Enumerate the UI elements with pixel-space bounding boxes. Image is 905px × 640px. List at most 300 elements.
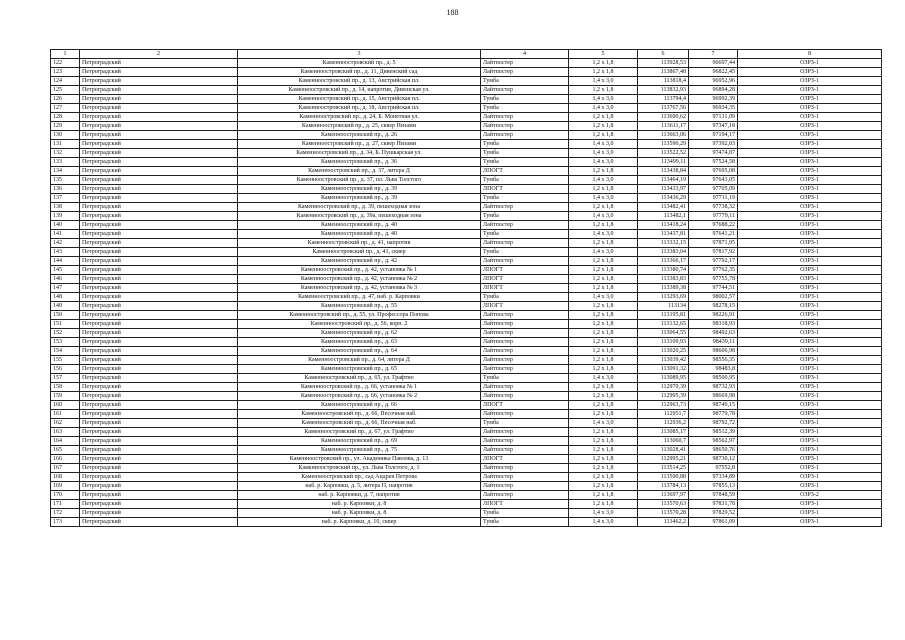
- coordinate-y-cell: 98439,11: [689, 338, 738, 347]
- coordinate-y-cell: 97855,13: [689, 482, 738, 491]
- row-number-cell: 153: [51, 338, 80, 347]
- column-number-row: [51, 50, 882, 59]
- table-row: [51, 365, 882, 374]
- coordinate-x-cell: 113928,53: [638, 59, 689, 68]
- zone-cell: ОЗРЗ-1: [738, 266, 882, 275]
- size-cell: 1,4 x 3,0: [569, 194, 638, 203]
- coordinate-x-cell: 113028,41: [638, 446, 689, 455]
- district-cell: Петроградский: [80, 356, 238, 365]
- zone-cell: ОЗРЗ-1: [738, 356, 882, 365]
- structure-type-cell: Тумба: [481, 140, 569, 149]
- structure-type-cell: Лайтпостер: [481, 482, 569, 491]
- district-cell: Петроградский: [80, 212, 238, 221]
- district-cell: Петроградский: [80, 374, 238, 383]
- district-cell: Петроградский: [80, 518, 238, 527]
- structure-type-cell: ЛПОГТ: [481, 266, 569, 275]
- coordinate-y-cell: 97744,51: [689, 284, 738, 293]
- address-cell: Каменноостровский пр., д. 66, установка № 2: [238, 392, 481, 401]
- coordinate-y-cell: 96934,35: [689, 104, 738, 113]
- address-cell: Каменноостровский пр., д. 34, Б. Пушкарская ул.: [238, 149, 481, 158]
- coordinate-y-cell: 97861,09: [689, 518, 738, 527]
- table-row: [51, 257, 882, 266]
- size-cell: 1,4 x 3,0: [569, 212, 638, 221]
- coordinate-y-cell: 98278,15: [689, 302, 738, 311]
- size-cell: 1,2 x 1,8: [569, 239, 638, 248]
- coordinate-y-cell: 96697,44: [689, 59, 738, 68]
- coordinate-y-cell: 98318,93: [689, 320, 738, 329]
- coordinate-x-cell: 113060,7: [638, 437, 689, 446]
- row-number-cell: 148: [51, 293, 80, 302]
- table-row: [51, 284, 882, 293]
- table-row: [51, 140, 882, 149]
- district-cell: Петроградский: [80, 401, 238, 410]
- structure-type-cell: Лайтпостер: [481, 320, 569, 329]
- zone-cell: ОЗРЗ-1: [738, 338, 882, 347]
- address-cell: Каменноостровский пр., д. 64, литера Д: [238, 356, 481, 365]
- row-number-cell: 145: [51, 266, 80, 275]
- size-cell: 1,2 x 1,8: [569, 59, 638, 68]
- structure-type-cell: Тумба: [481, 158, 569, 167]
- row-number-cell: 164: [51, 437, 80, 446]
- district-cell: Петроградский: [80, 95, 238, 104]
- column-header: 3: [238, 50, 481, 59]
- row-number-cell: 143: [51, 248, 80, 257]
- table-row: [51, 464, 882, 473]
- table-row: [51, 266, 882, 275]
- size-cell: 1,2 x 1,8: [569, 311, 638, 320]
- size-cell: 1,2 x 1,8: [569, 446, 638, 455]
- address-cell: Каменноостровский пр., д. 65: [238, 365, 481, 374]
- table-row: [51, 455, 882, 464]
- coordinate-y-cell: 97474,87: [689, 149, 738, 158]
- row-number-cell: 173: [51, 518, 80, 527]
- district-cell: Петроградский: [80, 320, 238, 329]
- address-cell: Каменноостровский пр., д. 42, установка № 1: [238, 266, 481, 275]
- coordinate-x-cell: 113590,88: [638, 473, 689, 482]
- coordinate-x-cell: 113570,63: [638, 500, 689, 509]
- zone-cell: ОЗРЗ-1: [738, 419, 882, 428]
- coordinate-x-cell: 112963,73: [638, 401, 689, 410]
- zone-cell: ОЗРЗ-1: [738, 158, 882, 167]
- table-row: [51, 59, 882, 68]
- district-cell: Петроградский: [80, 104, 238, 113]
- district-cell: Петроградский: [80, 464, 238, 473]
- address-cell: Каменноостровский пр., д. 42: [238, 257, 481, 266]
- address-cell: Каменноостровский пр., д. 25, сквер Низами: [238, 122, 481, 131]
- district-cell: Петроградский: [80, 266, 238, 275]
- row-number-cell: 149: [51, 302, 80, 311]
- coordinate-x-cell: 113611,17: [638, 122, 689, 131]
- structure-type-cell: Лайтпостер: [481, 122, 569, 131]
- row-number-cell: 124: [51, 77, 80, 86]
- zone-cell: ОЗРЗ-1: [738, 428, 882, 437]
- zone-cell: ОЗРЗ-2: [738, 491, 882, 500]
- zone-cell: ОЗРЗ-1: [738, 149, 882, 158]
- zone-cell: ОЗРЗ-1: [738, 311, 882, 320]
- size-cell: 1,2 x 1,8: [569, 275, 638, 284]
- table-row: [51, 203, 882, 212]
- size-cell: 1,4 x 3,0: [569, 374, 638, 383]
- coordinate-x-cell: 113690,62: [638, 113, 689, 122]
- row-number-cell: 154: [51, 347, 80, 356]
- table-row: [51, 491, 882, 500]
- address-cell: Каменноостровский пр., д. 39: [238, 194, 481, 203]
- table-row: [51, 518, 882, 527]
- coordinate-x-cell: 113418,24: [638, 221, 689, 230]
- coordinate-y-cell: 97871,95: [689, 239, 738, 248]
- address-cell: Каменноостровский пр., д. 42, установка № 3: [238, 284, 481, 293]
- row-number-cell: 165: [51, 446, 80, 455]
- table-row: [51, 473, 882, 482]
- table-row: [51, 374, 882, 383]
- district-cell: Петроградский: [80, 293, 238, 302]
- coordinate-x-cell: 113462,2: [638, 518, 689, 527]
- table-row: [51, 221, 882, 230]
- structure-type-cell: ЛПОГТ: [481, 275, 569, 284]
- zone-cell: ОЗРЗ-1: [738, 95, 882, 104]
- table-row: [51, 320, 882, 329]
- zone-cell: ОЗРЗ-1: [738, 284, 882, 293]
- zone-cell: ОЗРЗ-1: [738, 221, 882, 230]
- district-cell: Петроградский: [80, 239, 238, 248]
- coordinate-y-cell: 97848,59: [689, 491, 738, 500]
- coordinate-y-cell: 98650,76: [689, 446, 738, 455]
- table-row: [51, 122, 882, 131]
- row-number-cell: 135: [51, 176, 80, 185]
- structure-type-cell: ЛПОГТ: [481, 167, 569, 176]
- coordinate-x-cell: 113514,25: [638, 464, 689, 473]
- district-cell: Петроградский: [80, 410, 238, 419]
- district-cell: Петроградский: [80, 509, 238, 518]
- row-number-cell: 139: [51, 212, 80, 221]
- district-cell: Петроградский: [80, 158, 238, 167]
- address-cell: Каменноостровский пр., д. 14, напротив, Дивенская ул.: [238, 86, 481, 95]
- zone-cell: ОЗРЗ-1: [738, 320, 882, 329]
- zone-cell: ОЗРЗ-1: [738, 293, 882, 302]
- row-number-cell: 122: [51, 59, 80, 68]
- structure-type-cell: Лайтпостер: [481, 383, 569, 392]
- size-cell: 1,4 x 3,0: [569, 140, 638, 149]
- zone-cell: ОЗРЗ-1: [738, 473, 882, 482]
- coordinate-x-cell: 113818,4: [638, 77, 689, 86]
- table-row: [51, 311, 882, 320]
- zone-cell: ОЗРЗ-1: [738, 518, 882, 527]
- district-cell: Петроградский: [80, 122, 238, 131]
- row-number-cell: 163: [51, 428, 80, 437]
- coordinate-y-cell: 98749,15: [689, 401, 738, 410]
- row-number-cell: 144: [51, 257, 80, 266]
- coordinate-y-cell: 97755,78: [689, 275, 738, 284]
- coordinate-y-cell: 97831,78: [689, 500, 738, 509]
- address-cell: Каменноостровский пр., ул. Академика Павлова, д. 13: [238, 455, 481, 464]
- coordinate-y-cell: 96952,96: [689, 77, 738, 86]
- structure-type-cell: Лайтпостер: [481, 365, 569, 374]
- table-row: [51, 401, 882, 410]
- district-cell: Петроградский: [80, 176, 238, 185]
- row-number-cell: 172: [51, 509, 80, 518]
- district-cell: Петроградский: [80, 140, 238, 149]
- address-cell: Каменноостровский пр., д. 41, напротив: [238, 239, 481, 248]
- district-cell: Петроградский: [80, 275, 238, 284]
- address-cell: Каменноостровский пр., д. 55: [238, 302, 481, 311]
- address-cell: Каменноостровский пр., д. 42, установка № 2: [238, 275, 481, 284]
- coordinate-y-cell: 98669,98: [689, 392, 738, 401]
- structure-type-cell: Лайтпостер: [481, 257, 569, 266]
- size-cell: 1,2 x 1,8: [569, 86, 638, 95]
- district-cell: Петроградский: [80, 86, 238, 95]
- structure-type-cell: Лайтпостер: [481, 446, 569, 455]
- coordinate-y-cell: 97643,05: [689, 176, 738, 185]
- coordinate-x-cell: 113767,56: [638, 104, 689, 113]
- coordinate-x-cell: 113697,97: [638, 491, 689, 500]
- size-cell: 1,2 x 1,8: [569, 401, 638, 410]
- coordinate-x-cell: 113085,17: [638, 428, 689, 437]
- coordinate-y-cell: 98556,35: [689, 356, 738, 365]
- address-cell: Каменноостровский пр., д. 56, корп. 2: [238, 320, 481, 329]
- size-cell: 1,2 x 1,8: [569, 302, 638, 311]
- table-row: [51, 329, 882, 338]
- zone-cell: ОЗРЗ-1: [738, 77, 882, 86]
- coordinate-x-cell: 113195,81: [638, 311, 689, 320]
- size-cell: 1,4 x 3,0: [569, 230, 638, 239]
- zone-cell: ОЗРЗ-1: [738, 365, 882, 374]
- zone-cell: ОЗРЗ-1: [738, 176, 882, 185]
- district-cell: Петроградский: [80, 230, 238, 239]
- address-cell: Каменноостровский пр., д. 5: [238, 59, 481, 68]
- zone-cell: ОЗРЗ-1: [738, 59, 882, 68]
- coordinate-y-cell: 98606,98: [689, 347, 738, 356]
- district-cell: Петроградский: [80, 149, 238, 158]
- district-cell: Петроградский: [80, 428, 238, 437]
- zone-cell: ОЗРЗ-1: [738, 455, 882, 464]
- address-cell: Каменноостровский пр., д. 37, литера Д: [238, 167, 481, 176]
- coordinate-x-cell: 113091,32: [638, 365, 689, 374]
- district-cell: Петроградский: [80, 347, 238, 356]
- address-cell: наб. р. Карповки, д. 8: [238, 509, 481, 518]
- table-row: [51, 104, 882, 113]
- table-row: [51, 230, 882, 239]
- district-cell: Петроградский: [80, 113, 238, 122]
- structure-type-cell: Лайтпостер: [481, 347, 569, 356]
- address-cell: Каменноостровский пр., д. 13, Австрийская пл.: [238, 77, 481, 86]
- coordinate-x-cell: 113438,84: [638, 167, 689, 176]
- size-cell: 1,2 x 1,8: [569, 428, 638, 437]
- column-header: 6: [638, 50, 689, 59]
- address-cell: наб. р. Карповки, д. 8: [238, 500, 481, 509]
- structure-type-cell: Лайтпостер: [481, 473, 569, 482]
- row-number-cell: 134: [51, 167, 80, 176]
- size-cell: 1,2 x 1,8: [569, 329, 638, 338]
- table-row: [51, 338, 882, 347]
- column-header: 8: [738, 50, 882, 59]
- coordinate-y-cell: 98512,39: [689, 428, 738, 437]
- table-row: [51, 446, 882, 455]
- structure-type-cell: Тумба: [481, 230, 569, 239]
- table-row: [51, 95, 882, 104]
- coordinate-y-cell: 98730,12: [689, 455, 738, 464]
- structure-type-cell: Лайтпостер: [481, 392, 569, 401]
- coordinate-x-cell: 113020,25: [638, 347, 689, 356]
- size-cell: 1,4 x 3,0: [569, 509, 638, 518]
- district-cell: Петроградский: [80, 302, 238, 311]
- size-cell: 1,2 x 1,8: [569, 500, 638, 509]
- address-cell: Каменноостровский пр., д. 15, Австрийская пл.: [238, 95, 481, 104]
- zone-cell: ОЗРЗ-1: [738, 248, 882, 257]
- structure-type-cell: Тумба: [481, 95, 569, 104]
- coordinate-y-cell: 97817,92: [689, 248, 738, 257]
- zone-cell: ОЗРЗ-1: [738, 212, 882, 221]
- size-cell: 1,2 x 1,8: [569, 122, 638, 131]
- zone-cell: ОЗРЗ-1: [738, 500, 882, 509]
- size-cell: 1,4 x 3,0: [569, 518, 638, 527]
- row-number-cell: 151: [51, 320, 80, 329]
- coordinate-y-cell: 97524,58: [689, 158, 738, 167]
- address-cell: Каменноостровский пр., д. 75: [238, 446, 481, 455]
- table-row: [51, 437, 882, 446]
- zone-cell: ОЗРЗ-1: [738, 302, 882, 311]
- table-row: [51, 68, 882, 77]
- size-cell: 1,2 x 1,8: [569, 338, 638, 347]
- table-row: [51, 77, 882, 86]
- district-cell: Петроградский: [80, 419, 238, 428]
- coordinate-y-cell: 97641,21: [689, 230, 738, 239]
- table-row: [51, 149, 882, 158]
- size-cell: 1,2 x 1,8: [569, 167, 638, 176]
- address-cell: Каменноостровский пр., д. 39а, пешеходная зона: [238, 212, 481, 221]
- size-cell: 1,4 x 3,0: [569, 248, 638, 257]
- row-number-cell: 150: [51, 311, 80, 320]
- row-number-cell: 147: [51, 284, 80, 293]
- coordinate-x-cell: 113383,04: [638, 248, 689, 257]
- table-row: [51, 410, 882, 419]
- structure-type-cell: ЛПОГТ: [481, 185, 569, 194]
- district-cell: Петроградский: [80, 383, 238, 392]
- coordinate-y-cell: 97334,89: [689, 473, 738, 482]
- structure-type-cell: Лайтпостер: [481, 428, 569, 437]
- coordinate-x-cell: 112951,7: [638, 410, 689, 419]
- table-row: [51, 194, 882, 203]
- row-number-cell: 157: [51, 374, 80, 383]
- row-number-cell: 123: [51, 68, 80, 77]
- size-cell: 1,2 x 1,8: [569, 347, 638, 356]
- district-cell: Петроградский: [80, 194, 238, 203]
- district-cell: Петроградский: [80, 59, 238, 68]
- coordinate-y-cell: 96992,39: [689, 95, 738, 104]
- coordinate-x-cell: 113383,83: [638, 275, 689, 284]
- zone-cell: ОЗРЗ-1: [738, 401, 882, 410]
- zone-cell: ОЗРЗ-1: [738, 509, 882, 518]
- district-cell: Петроградский: [80, 131, 238, 140]
- coordinate-y-cell: 98779,78: [689, 410, 738, 419]
- coordinate-x-cell: 113436,29: [638, 194, 689, 203]
- row-number-cell: 127: [51, 104, 80, 113]
- size-cell: 1,4 x 3,0: [569, 104, 638, 113]
- coordinate-x-cell: 113089,95: [638, 374, 689, 383]
- structure-type-cell: Тумба: [481, 194, 569, 203]
- address-cell: Каменноостровский пр., д. 66, Песочная наб.: [238, 410, 481, 419]
- column-header: 2: [80, 50, 238, 59]
- coordinate-x-cell: 113794,4: [638, 95, 689, 104]
- zone-cell: ОЗРЗ-1: [738, 383, 882, 392]
- table-body: [51, 59, 882, 527]
- size-cell: 1,2 x 1,8: [569, 464, 638, 473]
- page-number: 188: [446, 8, 459, 17]
- size-cell: 1,4 x 3,0: [569, 176, 638, 185]
- size-cell: 1,2 x 1,8: [569, 491, 638, 500]
- structure-type-cell: ЛПОГТ: [481, 284, 569, 293]
- structure-type-cell: ЛПОГТ: [481, 500, 569, 509]
- zone-cell: ОЗРЗ-1: [738, 347, 882, 356]
- size-cell: 1,2 x 1,8: [569, 221, 638, 230]
- coordinate-x-cell: 113590,29: [638, 140, 689, 149]
- address-cell: Каменноостровский пр., д. 11, Дивенский сад: [238, 68, 481, 77]
- structure-type-cell: Лайтпостер: [481, 464, 569, 473]
- district-cell: Петроградский: [80, 446, 238, 455]
- size-cell: 1,2 x 1,8: [569, 68, 638, 77]
- coordinate-x-cell: 113109,93: [638, 338, 689, 347]
- district-cell: Петроградский: [80, 455, 238, 464]
- district-cell: Петроградский: [80, 167, 238, 176]
- district-cell: Петроградский: [80, 284, 238, 293]
- district-cell: Петроградский: [80, 185, 238, 194]
- table-row: [51, 176, 882, 185]
- column-header: 7: [689, 50, 738, 59]
- row-number-cell: 158: [51, 383, 80, 392]
- address-cell: Каменноостровский пр., д. 66, Песочная наб.: [238, 419, 481, 428]
- zone-cell: ОЗРЗ-1: [738, 257, 882, 266]
- coordinate-y-cell: 97688,22: [689, 221, 738, 230]
- row-number-cell: 126: [51, 95, 80, 104]
- coordinate-y-cell: 97738,32: [689, 203, 738, 212]
- structure-type-cell: Лайтпостер: [481, 221, 569, 230]
- coordinate-y-cell: 97695,08: [689, 167, 738, 176]
- size-cell: 1,2 x 1,8: [569, 356, 638, 365]
- size-cell: 1,2 x 1,8: [569, 455, 638, 464]
- district-cell: Петроградский: [80, 338, 238, 347]
- size-cell: 1,2 x 1,8: [569, 131, 638, 140]
- district-cell: Петроградский: [80, 500, 238, 509]
- table-row: [51, 158, 882, 167]
- size-cell: 1,2 x 1,8: [569, 284, 638, 293]
- address-cell: Каменноостровский пр., д. 39, пешеходная зона: [238, 203, 481, 212]
- coordinate-y-cell: 98226,91: [689, 311, 738, 320]
- district-cell: Петроградский: [80, 221, 238, 230]
- row-number-cell: 161: [51, 410, 80, 419]
- structure-type-cell: Лайтпостер: [481, 491, 569, 500]
- row-number-cell: 152: [51, 329, 80, 338]
- zone-cell: ОЗРЗ-1: [738, 275, 882, 284]
- coordinate-y-cell: 97705,09: [689, 185, 738, 194]
- size-cell: 1,4 x 3,0: [569, 293, 638, 302]
- table-row: [51, 275, 882, 284]
- structure-type-cell: Лайтпостер: [481, 86, 569, 95]
- structure-type-cell: Тумба: [481, 104, 569, 113]
- address-cell: наб. р. Карповки, д. 10, сквер: [238, 518, 481, 527]
- coordinate-x-cell: 113464,19: [638, 176, 689, 185]
- coordinate-x-cell: 113522,52: [638, 149, 689, 158]
- size-cell: 1,2 x 1,8: [569, 365, 638, 374]
- row-number-cell: 168: [51, 473, 80, 482]
- coordinate-y-cell: 98792,72: [689, 419, 738, 428]
- coordinate-y-cell: 98562,97: [689, 437, 738, 446]
- row-number-cell: 141: [51, 230, 80, 239]
- coordinate-x-cell: 113437,81: [638, 230, 689, 239]
- table-row: [51, 131, 882, 140]
- coordinate-y-cell: 97347,18: [689, 122, 738, 131]
- structure-type-cell: ЛПОГТ: [481, 455, 569, 464]
- row-number-cell: 155: [51, 356, 80, 365]
- zone-cell: ОЗРЗ-1: [738, 410, 882, 419]
